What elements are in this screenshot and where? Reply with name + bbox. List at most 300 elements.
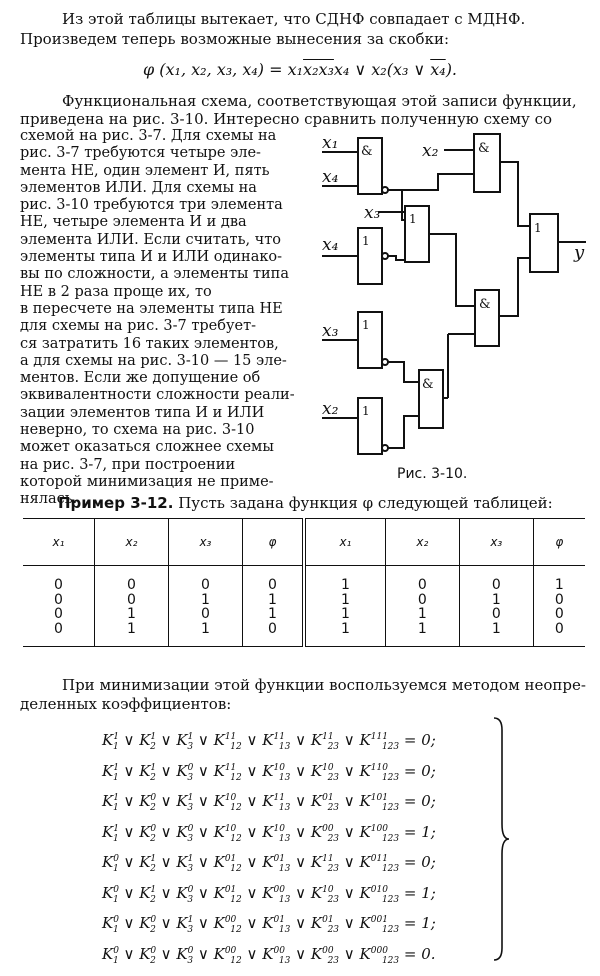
coefficient-superscript: 01 [224, 884, 237, 895]
coefficient-subscript: 1 [112, 803, 119, 813]
right-brace [492, 716, 512, 962]
coefficient: $K^{01}_{23}$ [310, 792, 340, 813]
table-cell: 1 [242, 593, 304, 608]
coefficient-subscript: 12 [230, 772, 242, 783]
coefficient-subscript: 13 [278, 772, 291, 783]
coefficient-superscript: 1 [150, 884, 157, 895]
column-line: вы по сложности, а элементы типа [20, 266, 289, 283]
coefficient-subscript: 13 [278, 864, 291, 874]
coefficient: $K^1_3$ [176, 914, 194, 935]
or-operator: ∨ [339, 853, 360, 871]
coefficient: $K^{00}_{23}$ [310, 944, 340, 966]
equation-row [102, 936, 436, 967]
formula-t5: ∨ [349, 60, 372, 79]
coefficient-superscript: 0 [150, 915, 157, 925]
coefficient-superscript: 0 [150, 945, 157, 956]
coefficient-subscript: 3 [187, 772, 194, 783]
coefficient: $K^{01}_{12}$ [213, 853, 242, 874]
or-operator: ∨ [241, 883, 263, 902]
equation-row [102, 814, 436, 845]
table-header-row [23, 519, 585, 566]
table-cell: 1 [168, 593, 242, 608]
coefficient-superscript: 10 [224, 793, 237, 803]
table-header: x₁ [23, 519, 94, 566]
coefficient-superscript: 000 [370, 945, 388, 956]
coefficient-subscript: 12 [230, 894, 242, 905]
table-header: x₂ [385, 519, 459, 566]
coefficient-subscript: 123 [381, 742, 400, 752]
table-cell: 1 [554, 577, 564, 593]
coefficient: $K^{01}_{12}$ [213, 883, 242, 905]
coefficient-subscript: 1 [112, 864, 119, 874]
column-line: может оказаться сложнее схемы [20, 439, 274, 456]
coefficient-superscript: 01 [273, 915, 285, 925]
column-line: неверно, то схема на рис. 3-10 [20, 422, 255, 439]
coefficient-subscript: 2 [150, 925, 156, 935]
coefficient-superscript: 0 [187, 945, 194, 956]
logic-circuit-diagram [318, 130, 590, 462]
output-y-label: y [574, 242, 585, 263]
input-x1-label: x₁ [322, 133, 339, 153]
coefficient: $K^1_2$ [139, 853, 157, 874]
coefficient-subscript: 2 [150, 864, 156, 874]
table-row [23, 593, 585, 608]
or-gate-label: 1 [534, 221, 542, 235]
input-x2-label: x₂ [422, 141, 439, 161]
table-cell: 0 [23, 622, 94, 647]
coefficient-subscript: 12 [230, 833, 242, 844]
coefficient-subscript: 2 [150, 894, 156, 905]
wire [388, 362, 419, 382]
table-row [23, 607, 585, 622]
coefficient: $K^0_1$ [102, 853, 119, 874]
or-operator: ∨ [290, 731, 311, 749]
coefficient-superscript: 101 [370, 793, 388, 803]
method-line-2: деленных коэффициентов: [20, 695, 232, 713]
coefficient: $K^{00}_{23}$ [310, 822, 340, 844]
or-operator: ∨ [193, 761, 214, 780]
coefficient-superscript: 0 [187, 762, 194, 773]
formula-t4: x₄ [333, 60, 350, 79]
coefficient-subscript: 3 [187, 864, 194, 874]
formula-t1: x₁ [287, 60, 304, 79]
coefficient-superscript: 111 [370, 732, 388, 742]
equals-sign: = [399, 822, 422, 841]
or-gate-label: 1 [409, 212, 417, 226]
coefficient: $K^1_3$ [176, 853, 194, 874]
coefficient-superscript: 00 [273, 884, 285, 895]
input-x4-label: x₄ [322, 235, 339, 255]
coefficient-subscript: 23 [327, 925, 340, 935]
table-cell: 0 [385, 593, 459, 608]
or-operator: ∨ [118, 914, 140, 932]
or-operator: ∨ [118, 822, 140, 841]
table-cell: 1 [459, 622, 533, 647]
coefficient-subscript: 12 [230, 955, 242, 966]
table-cell: 1 [459, 593, 533, 608]
equation-row [102, 753, 436, 784]
coefficient: $K^1_1$ [102, 761, 119, 783]
table-cell: 1 [168, 622, 242, 647]
coefficient-subscript: 1 [112, 955, 119, 966]
equation-row [102, 905, 436, 936]
table-cell: 0 [242, 622, 304, 647]
equation-rhs: 0; [421, 731, 436, 749]
table-cell: 1 [94, 622, 168, 647]
table-cell: 1 [304, 607, 385, 622]
coefficient-superscript: 00 [273, 945, 285, 956]
or-operator: ∨ [339, 792, 360, 810]
coefficient-subscript: 3 [187, 803, 194, 813]
formula [0, 60, 600, 79]
column-line: ся затратить 16 таких элементов, [20, 335, 279, 352]
coefficient: $K^0_3$ [176, 761, 194, 783]
table-header: x₃ [168, 519, 242, 566]
input-x3-label: x₃ [322, 321, 339, 341]
table-row [23, 622, 585, 647]
table-cell: 0 [242, 566, 304, 593]
coefficient-subscript: 1 [112, 833, 119, 844]
coefficient: $K^{01}_{23}$ [310, 914, 340, 935]
coefficient: $K^0_3$ [176, 822, 194, 844]
or-operator: ∨ [118, 792, 140, 810]
coefficient: $K^{000}_{123}$ [359, 944, 400, 966]
coefficient-superscript: 001 [370, 915, 388, 925]
or-operator: ∨ [193, 944, 214, 963]
and-gate-label: & [478, 141, 490, 156]
column-line: НЕ, четыре элемента И и два [20, 214, 247, 231]
coefficient: $K^{10}_{12}$ [213, 792, 242, 813]
equation-row [102, 783, 436, 814]
coefficient: $K^{00}_{13}$ [262, 883, 291, 905]
coefficient-superscript: 0 [187, 884, 194, 895]
coefficient-subscript: 3 [187, 742, 194, 752]
coefficient-superscript: 1 [187, 732, 194, 742]
wire [500, 162, 530, 226]
table-cell: 1 [94, 607, 168, 622]
or-operator: ∨ [193, 792, 214, 810]
table-cell: 1 [242, 607, 304, 622]
coefficient-superscript: 00 [224, 915, 237, 925]
para-line-1: Функциональная схема, соответствующая этой записи функции, [62, 92, 577, 110]
table-cell: 1 [304, 593, 385, 608]
table-header: φ [533, 519, 585, 566]
text-column [20, 128, 325, 509]
coefficient-subscript: 13 [278, 925, 291, 935]
coefficient-subscript: 12 [230, 864, 242, 874]
coefficient: $K^{00}_{13}$ [262, 944, 291, 966]
coefficient-superscript: 1 [187, 793, 194, 803]
example-label: Пример 3-12. [58, 494, 174, 512]
or-operator: ∨ [193, 853, 214, 871]
coefficient-superscript: 1 [113, 823, 119, 834]
coefficient: $K^{010}_{123}$ [359, 883, 400, 905]
equation-rhs: 0; [421, 792, 436, 810]
or-operator: ∨ [339, 944, 360, 963]
equation-row [102, 722, 436, 753]
equation-rhs: 1; [421, 914, 436, 932]
formula-t8: ). [445, 60, 458, 79]
coefficient-subscript: 23 [327, 894, 340, 905]
coefficient: $K^{11}_{12}$ [213, 731, 242, 752]
coefficient-superscript: 01 [322, 915, 334, 925]
equals-sign: = [399, 792, 422, 810]
or-operator: ∨ [193, 914, 214, 932]
intro-line-2: Произведем теперь возможные вынесения за скобки: [20, 30, 450, 48]
coefficient-superscript: 1 [113, 732, 119, 742]
or-operator: ∨ [290, 761, 311, 780]
example-heading [58, 494, 553, 512]
wire [388, 256, 405, 260]
column-line: ментов. Если же допущение об [20, 370, 261, 387]
or-operator: ∨ [290, 822, 311, 841]
coefficient-superscript: 010 [370, 884, 388, 895]
column-line: элемента ИЛИ. Если считать, что [20, 231, 282, 248]
coefficient-subscript: 2 [150, 955, 156, 966]
coefficient-subscript: 123 [381, 864, 400, 874]
coefficient-subscript: 23 [327, 742, 340, 752]
coefficient-superscript: 1 [150, 854, 157, 864]
coefficient: $K^{11}_{23}$ [310, 731, 340, 752]
intro-line-1: Из этой таблицы вытекает, что СДНФ совпадает с МДНФ. [62, 10, 526, 28]
coefficient-subscript: 2 [150, 772, 156, 783]
coefficient-subscript: 13 [278, 894, 291, 905]
coefficient-superscript: 00 [322, 945, 334, 956]
column-line: в пересчете на элементы типа НЕ [20, 300, 283, 317]
equals-sign: = [399, 914, 422, 932]
table-cell: 0 [23, 607, 94, 622]
equals-sign: = [399, 731, 422, 749]
coefficient: $K^{10}_{23}$ [310, 761, 340, 783]
coefficient: $K^{111}_{123}$ [359, 731, 400, 752]
coefficient: $K^1_2$ [139, 761, 157, 783]
coefficient-subscript: 123 [381, 803, 400, 813]
coefficient-superscript: 1 [187, 915, 194, 925]
inverter-bubble [382, 359, 388, 365]
equation-rhs: 1; [421, 822, 436, 841]
coefficient-subscript: 23 [327, 772, 340, 783]
coefficient-superscript: 10 [224, 823, 237, 834]
coefficient-subscript: 123 [381, 772, 400, 783]
coefficient: $K^1_2$ [139, 731, 157, 752]
not-gate-label: 1 [362, 404, 370, 418]
column-line: на рис. 3-7, при построении [20, 456, 236, 473]
coefficient: $K^1_1$ [102, 822, 119, 844]
formula-t3: x₃ [318, 60, 334, 79]
coefficient-subscript: 13 [278, 742, 291, 752]
equals-sign: = [399, 883, 422, 902]
coefficient: $K^{001}_{123}$ [359, 914, 400, 935]
coefficient-subscript: 12 [230, 803, 242, 813]
or-operator: ∨ [339, 883, 360, 902]
table-cell: 0 [23, 566, 94, 593]
coefficient: $K^0_2$ [139, 944, 157, 966]
coefficient-subscript: 23 [327, 955, 340, 966]
or-operator: ∨ [241, 761, 263, 780]
coefficient-superscript: 11 [322, 854, 334, 864]
column-line: элементы типа И и ИЛИ одинако- [20, 249, 283, 266]
equation-system [102, 722, 436, 966]
coefficient-subscript: 1 [112, 925, 119, 935]
coefficient: $K^1_3$ [176, 792, 194, 813]
coefficient-superscript: 11 [224, 732, 237, 742]
coefficient-subscript: 3 [187, 833, 194, 844]
inverter-bubble [382, 253, 388, 259]
coefficient: $K^{00}_{12}$ [213, 914, 242, 935]
column-line: схемой на рис. 3-7. Для схемы на [20, 128, 277, 144]
coefficient-subscript: 2 [150, 833, 156, 844]
method-line-1: При минимизации этой функции воспользуемся методом неопре- [62, 676, 586, 694]
coefficient: $K^1_1$ [102, 731, 119, 752]
coefficient: $K^1_2$ [139, 883, 157, 905]
equation-row [102, 875, 436, 906]
coefficient-superscript: 0 [113, 915, 119, 925]
or-operator: ∨ [290, 792, 311, 810]
coefficient-superscript: 1 [150, 732, 157, 742]
coefficient-subscript: 13 [278, 833, 291, 844]
table-cell: 0 [533, 622, 585, 647]
column-line: мента НЕ, один элемент И, пять [20, 162, 270, 179]
figure-caption: Рис. 3-10. [397, 466, 468, 482]
input-x2-label: x₂ [322, 399, 339, 419]
or-operator: ∨ [155, 883, 177, 902]
example-text: Пусть задана функция φ следующей таблицей: [173, 494, 553, 512]
or-operator: ∨ [155, 731, 177, 749]
or-operator: ∨ [155, 944, 177, 963]
or-operator: ∨ [155, 853, 177, 871]
formula-t6: x₂(x₃ ∨ [371, 60, 431, 79]
column-line: для схемы на рис. 3-7 требует- [20, 318, 257, 335]
or-operator: ∨ [118, 944, 140, 963]
or-operator: ∨ [118, 883, 140, 902]
coefficient: $K^{10}_{12}$ [213, 822, 242, 844]
inverter-bubble [382, 445, 388, 451]
coefficient: $K^{10}_{23}$ [310, 883, 340, 905]
coefficient-subscript: 12 [230, 742, 242, 752]
column-line: рис. 3-7 требуются четыре эле- [20, 145, 261, 162]
coefficient: $K^1_1$ [102, 792, 119, 813]
wire [388, 416, 419, 448]
table-cell: 0 [459, 566, 533, 593]
coefficient: $K^{10}_{13}$ [262, 761, 291, 783]
table-cell: 0 [459, 607, 533, 622]
column-line: НЕ в 2 раза проще их, то [20, 283, 212, 300]
table-cell: 0 [23, 593, 94, 608]
coefficient: $K^{01}_{13}$ [262, 853, 291, 874]
or-operator: ∨ [241, 822, 263, 841]
coefficient-subscript: 3 [187, 894, 194, 905]
coefficient: $K^0_1$ [102, 944, 119, 966]
or-operator: ∨ [155, 914, 177, 932]
table-cell: 0 [385, 566, 459, 593]
or-operator: ∨ [241, 731, 263, 749]
coefficient: $K^{10}_{13}$ [262, 822, 291, 844]
coefficient-superscript: 1 [150, 762, 157, 773]
table-cell: 0 [94, 566, 168, 593]
coefficient-superscript: 0 [113, 884, 119, 895]
table-cell: 0 [168, 607, 242, 622]
equation-rhs: 0; [421, 761, 436, 780]
or-operator: ∨ [193, 822, 214, 841]
coefficient: $K^1_3$ [176, 731, 194, 752]
or-operator: ∨ [155, 822, 177, 841]
coefficient: $K^{101}_{123}$ [359, 792, 400, 813]
truth-table [23, 518, 585, 647]
or-operator: ∨ [241, 914, 263, 932]
coefficient-superscript: 11 [224, 762, 237, 773]
equation-rhs: 1; [421, 883, 436, 902]
coefficient-superscript: 01 [224, 854, 237, 864]
coefficient-subscript: 123 [381, 925, 400, 935]
or-operator: ∨ [193, 731, 214, 749]
coefficient-superscript: 10 [273, 762, 285, 773]
or-operator: ∨ [155, 792, 177, 810]
coefficient-subscript: 13 [278, 955, 291, 966]
coefficient: $K^{011}_{123}$ [359, 853, 400, 874]
or-operator: ∨ [339, 914, 360, 932]
table-cell: 0 [554, 606, 564, 622]
or-operator: ∨ [118, 853, 140, 871]
coefficient-subscript: 13 [278, 803, 291, 813]
or-operator: ∨ [241, 944, 263, 963]
equation-rhs: 0; [421, 853, 436, 871]
equals-sign: = [399, 944, 422, 963]
coefficient-subscript: 12 [230, 925, 242, 935]
column-line: эквивалентности сложности реали- [20, 387, 295, 404]
formula-t7: x₄ [430, 60, 446, 79]
table-cell: 0 [554, 591, 564, 608]
coefficient-subscript: 3 [187, 955, 194, 966]
or-operator: ∨ [155, 761, 177, 780]
coefficient: $K^{11}_{13}$ [262, 731, 291, 752]
coefficient-subscript: 123 [381, 955, 400, 966]
input-x4-label: x₄ [322, 167, 339, 187]
or-operator: ∨ [118, 731, 140, 749]
formula-t2: x₂ [303, 60, 319, 79]
coefficient-superscript: 1 [113, 762, 119, 773]
input-x3-label: x₃ [364, 203, 381, 223]
coefficient-superscript: 0 [150, 823, 157, 834]
coefficient: $K^{11}_{13}$ [262, 792, 291, 813]
and-gate-label: & [479, 297, 491, 312]
coefficient: $K^{11}_{12}$ [213, 761, 242, 783]
table-cell: 0 [94, 593, 168, 608]
equals-sign: = [399, 853, 422, 871]
inverter-bubble [382, 187, 388, 193]
coefficient: $K^{110}_{123}$ [359, 761, 400, 783]
not-gate-label: 1 [362, 234, 370, 248]
or-operator: ∨ [339, 761, 360, 780]
table-cell: 1 [385, 607, 459, 622]
coefficient: $K^0_2$ [139, 914, 157, 935]
coefficient-superscript: 0 [113, 854, 119, 864]
coefficient-superscript: 110 [370, 762, 388, 773]
coefficient-subscript: 123 [381, 833, 400, 844]
coefficient: $K^0_1$ [102, 883, 119, 905]
table-cell: 1 [304, 622, 385, 647]
coefficient-superscript: 100 [370, 823, 388, 834]
or-operator: ∨ [193, 883, 214, 902]
and-gate-label: & [361, 144, 373, 159]
table-cell: 1 [385, 622, 459, 647]
or-operator: ∨ [241, 792, 263, 810]
coefficient-superscript: 0 [187, 823, 194, 834]
coefficient: $K^{100}_{123}$ [359, 822, 400, 844]
coefficient-superscript: 1 [187, 854, 194, 864]
coefficient-superscript: 00 [224, 945, 237, 956]
coefficient-superscript: 10 [322, 884, 334, 895]
coefficient-superscript: 1 [113, 793, 119, 803]
